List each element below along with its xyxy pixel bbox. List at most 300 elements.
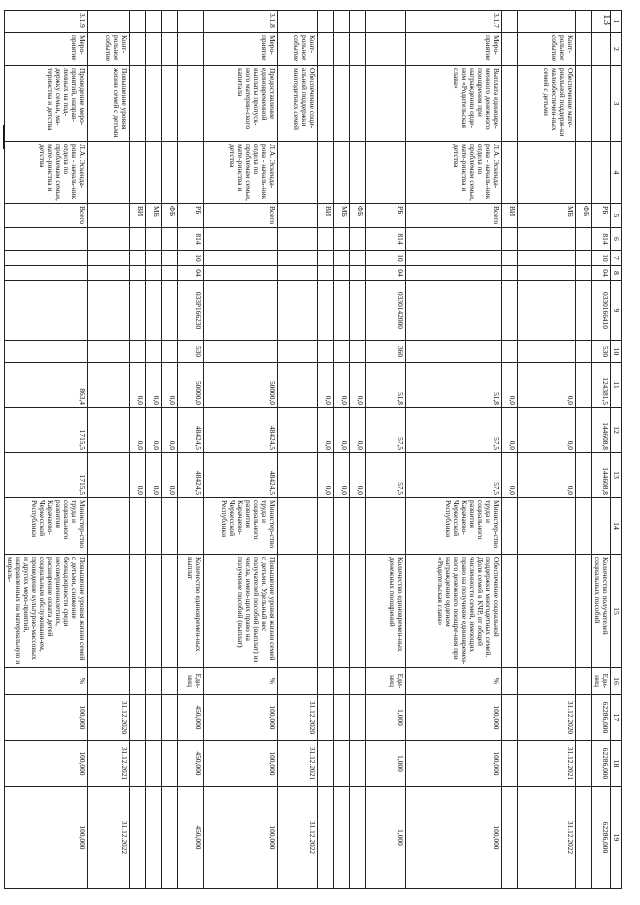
column-number-header: 3 bbox=[610, 66, 621, 142]
table-cell: ФБ bbox=[349, 204, 365, 228]
table-cell bbox=[317, 498, 333, 555]
table-cell: Министер-ство труда и социального развития Карачаево-Черкесской Республики bbox=[405, 498, 501, 555]
table-cell: 04 bbox=[177, 266, 203, 281]
table-cell: 57,5 bbox=[405, 453, 501, 498]
table-cell bbox=[277, 453, 317, 498]
table-cell bbox=[4, 341, 87, 363]
table-cell: 0,0 bbox=[317, 453, 333, 498]
table-cell bbox=[161, 555, 177, 668]
table-cell: Количество единовремен-ных денежных поощрений bbox=[365, 555, 405, 668]
table-cell: 814 bbox=[591, 228, 610, 251]
table-cell bbox=[4, 266, 87, 281]
table-cell: 1715,5 bbox=[4, 453, 87, 498]
table-cell: ФБ bbox=[161, 204, 177, 228]
table-cell: Всего bbox=[4, 204, 87, 228]
column-number-header: 5 bbox=[610, 204, 621, 228]
column-number-header: 2 bbox=[610, 33, 621, 66]
table-cell: 100,000 bbox=[4, 695, 87, 741]
table-cell: 100,000 bbox=[4, 741, 87, 787]
table-cell bbox=[575, 363, 591, 408]
table-cell: Повышение уровня жизни семей с детьми. Удельный вес получателей пособий (выплат) из числа, имею-щих право на получение пособий (выплат) bbox=[203, 555, 277, 668]
table-cell: % bbox=[405, 668, 501, 695]
table-cell bbox=[517, 668, 575, 695]
table-cell bbox=[203, 251, 277, 266]
table-cell bbox=[501, 741, 517, 787]
table-cell bbox=[333, 33, 349, 66]
table-row bbox=[4, 11, 87, 889]
table-cell: 51,8 bbox=[405, 363, 501, 408]
column-number-header: 7 bbox=[610, 251, 621, 266]
table-cell bbox=[161, 741, 177, 787]
table-cell: ФБ bbox=[575, 204, 591, 228]
table-cell bbox=[87, 341, 129, 363]
column-number-header: 17 bbox=[610, 695, 621, 741]
table-cell bbox=[4, 281, 87, 341]
table-cell bbox=[277, 266, 317, 281]
table-cell: 04 bbox=[365, 266, 405, 281]
table-row bbox=[161, 11, 177, 889]
table-cell bbox=[87, 228, 129, 251]
table-cell bbox=[333, 142, 349, 204]
table-row bbox=[365, 11, 405, 889]
table-cell bbox=[4, 228, 87, 251]
table-cell: 48424,5 bbox=[177, 408, 203, 453]
table-cell bbox=[203, 266, 277, 281]
table-cell: 0,0 bbox=[129, 453, 145, 498]
table-cell: % bbox=[203, 668, 277, 695]
table-cell bbox=[575, 281, 591, 341]
table-cell bbox=[161, 281, 177, 341]
table-cell: 31.12.2022 bbox=[517, 787, 575, 889]
table-cell: 3.1.7 bbox=[405, 11, 501, 33]
table-cell: 0,0 bbox=[333, 453, 349, 498]
table-cell: Еди-ниц bbox=[365, 668, 405, 695]
table-cell bbox=[349, 142, 365, 204]
table-cell bbox=[145, 142, 161, 204]
table-cell: Выплата единовре-менного денежного поощрения при награждении орде-ном «Родительская слава» bbox=[405, 66, 501, 142]
table-cell bbox=[161, 66, 177, 142]
table-cell: 100,000 bbox=[405, 741, 501, 787]
table-cell: 033Р166230 bbox=[177, 281, 203, 341]
table-cell bbox=[161, 266, 177, 281]
table-cell: 3.1.9 bbox=[4, 11, 87, 33]
table-cell bbox=[145, 11, 161, 33]
column-number-header: 9 bbox=[610, 281, 621, 341]
table-cell: 0,0 bbox=[517, 453, 575, 498]
table-cell bbox=[277, 668, 317, 695]
table-cell: 31.12.2020 bbox=[277, 695, 317, 741]
table-cell bbox=[177, 142, 203, 204]
table-cell: 144608,8 bbox=[591, 453, 610, 498]
table-cell bbox=[591, 498, 610, 555]
table-cell bbox=[517, 251, 575, 266]
table-cell: 1,000 bbox=[365, 695, 405, 741]
table-row bbox=[575, 11, 591, 889]
table-cell bbox=[87, 363, 129, 408]
table-cell: 100,000 bbox=[203, 741, 277, 787]
table-cell: 0,0 bbox=[501, 408, 517, 453]
table-cell: 0,0 bbox=[145, 363, 161, 408]
table-cell: 10 bbox=[177, 251, 203, 266]
table-cell bbox=[591, 142, 610, 204]
table-cell bbox=[575, 695, 591, 741]
table-row bbox=[349, 11, 365, 889]
table-cell bbox=[277, 341, 317, 363]
table-cell bbox=[349, 281, 365, 341]
table-cell: 0,0 bbox=[145, 408, 161, 453]
table-cell: 814 bbox=[177, 228, 203, 251]
table-cell: 10 bbox=[591, 251, 610, 266]
table-cell bbox=[129, 33, 145, 66]
table-cell: 0,0 bbox=[517, 363, 575, 408]
table-cell bbox=[405, 266, 501, 281]
table-cell bbox=[575, 408, 591, 453]
table-cell: 100,000 bbox=[203, 695, 277, 741]
table-cell bbox=[517, 555, 575, 668]
table-cell: % bbox=[4, 668, 87, 695]
table-cell: 62286,000 bbox=[591, 695, 610, 741]
table-cell: 31.12.2021 bbox=[87, 741, 129, 787]
table-cell: 3.1.8 bbox=[203, 11, 277, 33]
table-cell bbox=[333, 341, 349, 363]
table-cell: 0,0 bbox=[129, 408, 145, 453]
table-cell bbox=[365, 142, 405, 204]
table-cell bbox=[317, 341, 333, 363]
table-cell: 31.12.2022 bbox=[277, 787, 317, 889]
table-row bbox=[145, 11, 161, 889]
program-measures-table bbox=[4, 10, 622, 889]
table-cell: Л.А. Эскенда-рова - началь-ник отдела по проблемам семьи, мате-ринства и детства bbox=[203, 142, 277, 204]
table-row bbox=[333, 11, 349, 889]
table-cell bbox=[501, 251, 517, 266]
table-cell bbox=[575, 228, 591, 251]
table-cell: Предоставление единовременной выплаты пропуск-ного материн-ского капитала bbox=[203, 66, 277, 142]
table-cell bbox=[129, 281, 145, 341]
table-cell bbox=[317, 695, 333, 741]
table-cell: 57,5 bbox=[405, 408, 501, 453]
table-cell: 48424,5 bbox=[203, 408, 277, 453]
table-cell bbox=[575, 341, 591, 363]
table-cell bbox=[501, 555, 517, 668]
table-cell bbox=[203, 281, 277, 341]
table-cell bbox=[129, 11, 145, 33]
table-cell: Конт-рольное событие bbox=[87, 33, 129, 66]
table-cell bbox=[277, 281, 317, 341]
table-cell bbox=[87, 251, 129, 266]
table-cell bbox=[349, 11, 365, 33]
table-cell bbox=[349, 66, 365, 142]
table-cell bbox=[349, 228, 365, 251]
table-cell bbox=[501, 142, 517, 204]
table-cell: РБ bbox=[365, 204, 405, 228]
table-cell: 0,0 bbox=[129, 363, 145, 408]
table-cell bbox=[591, 33, 610, 66]
table-cell bbox=[129, 741, 145, 787]
table-cell: Меро-приятие bbox=[4, 33, 87, 66]
table-cell bbox=[145, 695, 161, 741]
table-cell: Повышение уровня жизни семей с детьми bbox=[87, 66, 129, 142]
table-cell bbox=[203, 228, 277, 251]
table-cell bbox=[575, 741, 591, 787]
table-cell: 10 bbox=[365, 251, 405, 266]
table-cell bbox=[349, 741, 365, 787]
table-cell: 100,000 bbox=[4, 787, 87, 889]
table-cell bbox=[87, 266, 129, 281]
table-cell bbox=[405, 228, 501, 251]
table-cell bbox=[129, 142, 145, 204]
column-number-header: 19 bbox=[610, 787, 621, 889]
table-cell bbox=[501, 66, 517, 142]
table-cell: 0,0 bbox=[349, 408, 365, 453]
table-cell bbox=[575, 66, 591, 142]
table-cell: Количество единовремен-ных выплат bbox=[177, 555, 203, 668]
table-cell: РБ bbox=[591, 204, 610, 228]
table-cell bbox=[277, 498, 317, 555]
table-cell bbox=[129, 555, 145, 668]
table-cell: МБ bbox=[145, 204, 161, 228]
table-cell: 1715,5 bbox=[4, 408, 87, 453]
table-cell bbox=[87, 142, 129, 204]
table-cell: 0,0 bbox=[349, 453, 365, 498]
table-cell: 0,0 bbox=[161, 453, 177, 498]
table-cell bbox=[517, 281, 575, 341]
table-cell: Меро-приятие bbox=[203, 33, 277, 66]
table-row bbox=[501, 11, 517, 889]
column-number-header: 10 bbox=[610, 341, 621, 363]
table-cell bbox=[161, 228, 177, 251]
table-cell bbox=[349, 555, 365, 668]
table-cell bbox=[501, 498, 517, 555]
table-cell bbox=[145, 668, 161, 695]
table-cell bbox=[517, 498, 575, 555]
table-cell bbox=[277, 408, 317, 453]
table-cell bbox=[177, 498, 203, 555]
table-cell: 0,0 bbox=[517, 408, 575, 453]
table-cell: 124381,5 bbox=[591, 363, 610, 408]
table-cell: 0,0 bbox=[145, 453, 161, 498]
table-cell bbox=[317, 668, 333, 695]
table-cell: 0,0 bbox=[501, 363, 517, 408]
table-cell bbox=[365, 11, 405, 33]
table-cell: Конт-рольное событие bbox=[277, 33, 317, 66]
table-cell: 1,000 bbox=[365, 787, 405, 889]
table-cell bbox=[161, 668, 177, 695]
table-row bbox=[591, 11, 610, 889]
table-cell: Проведение меро-приятий, направ-ленных на под-держку семьи, ма-теринства и детства bbox=[4, 66, 87, 142]
table-cell: 57,5 bbox=[365, 408, 405, 453]
table-cell bbox=[349, 695, 365, 741]
table-cell bbox=[277, 204, 317, 228]
column-number-header: 16 bbox=[610, 668, 621, 695]
table-cell: 31.12.2020 bbox=[517, 695, 575, 741]
table-cell: 31.12.2021 bbox=[277, 741, 317, 787]
table-cell bbox=[277, 11, 317, 33]
table-cell bbox=[145, 66, 161, 142]
table-cell: Обеспечение социальной поддержки многодетных семей. Доля семей в КЧР, от общей численности семей, имеющих право на получение единовремен-ного денежного поощре-ния при награждении орденом «Родительская слава» bbox=[405, 555, 501, 668]
table-cell: 0330142000 bbox=[365, 281, 405, 341]
table-cell bbox=[575, 498, 591, 555]
table-cell bbox=[333, 498, 349, 555]
table-cell bbox=[161, 341, 177, 363]
table-cell: 0,0 bbox=[333, 363, 349, 408]
table-cell bbox=[317, 741, 333, 787]
table-cell bbox=[277, 228, 317, 251]
table-cell bbox=[4, 251, 87, 266]
table-cell bbox=[145, 741, 161, 787]
table-cell bbox=[145, 555, 161, 668]
table-cell bbox=[333, 555, 349, 668]
table-cell bbox=[349, 266, 365, 281]
table-cell bbox=[161, 498, 177, 555]
table-cell bbox=[87, 668, 129, 695]
table-cell bbox=[203, 341, 277, 363]
column-number-header: 6 bbox=[610, 228, 621, 251]
table-cell: 62286,000 bbox=[591, 741, 610, 787]
table-cell bbox=[517, 11, 575, 33]
table-cell bbox=[517, 228, 575, 251]
table-cell bbox=[277, 363, 317, 408]
table-cell bbox=[87, 11, 129, 33]
table-cell bbox=[501, 33, 517, 66]
table-cell bbox=[591, 66, 610, 142]
table-cell bbox=[333, 787, 349, 889]
column-number-header: 8 bbox=[610, 266, 621, 281]
table-cell: Министер-ство труда и социального развития Карачаево-Черкесской Республики bbox=[203, 498, 277, 555]
table-cell: 814 bbox=[365, 228, 405, 251]
table-cell bbox=[129, 266, 145, 281]
table-cell: 450,000 bbox=[177, 695, 203, 741]
table-cell bbox=[161, 11, 177, 33]
table-cell bbox=[349, 251, 365, 266]
table-cell bbox=[501, 341, 517, 363]
table-cell bbox=[129, 228, 145, 251]
column-number-header: 15 bbox=[610, 555, 621, 668]
table-cell bbox=[87, 408, 129, 453]
table-cell: Всего bbox=[405, 204, 501, 228]
table-cell: 450,000 bbox=[177, 741, 203, 787]
table-cell: Количество получателей социальных пособий bbox=[591, 555, 610, 668]
table-row bbox=[87, 11, 129, 889]
table-cell bbox=[277, 142, 317, 204]
table-cell bbox=[575, 11, 591, 33]
table-cell bbox=[349, 33, 365, 66]
table-cell: Л.А. Эскенда-рова - началь-ник отдела по проблемам семьи, мате-ринства и детства bbox=[4, 142, 87, 204]
table-cell bbox=[129, 787, 145, 889]
table-cell bbox=[517, 142, 575, 204]
table-cell bbox=[501, 695, 517, 741]
table-cell bbox=[575, 453, 591, 498]
table-cell bbox=[517, 341, 575, 363]
table-cell bbox=[575, 251, 591, 266]
table-cell: 0,0 bbox=[501, 453, 517, 498]
table-cell: 100,000 bbox=[405, 787, 501, 889]
table-cell bbox=[333, 668, 349, 695]
column-number-header: 11 bbox=[610, 363, 621, 408]
table-cell bbox=[87, 498, 129, 555]
table-cell: Конт-рольное событие bbox=[517, 33, 575, 66]
table-cell bbox=[333, 11, 349, 33]
table-cell: Л.А. Эскенда-рова - началь-ник отдела по проблемам семьи, мате-ринства и детства bbox=[405, 142, 501, 204]
table-row bbox=[277, 11, 317, 889]
table-cell bbox=[317, 555, 333, 668]
table-cell: 1,000 bbox=[365, 741, 405, 787]
table-cell bbox=[501, 228, 517, 251]
table-cell: Всего bbox=[203, 204, 277, 228]
table-cell bbox=[333, 66, 349, 142]
table-cell bbox=[277, 555, 317, 668]
table-row bbox=[129, 11, 145, 889]
table-cell bbox=[145, 787, 161, 889]
column-number-header: 1 bbox=[610, 11, 621, 33]
table-cell bbox=[333, 266, 349, 281]
table-cell bbox=[501, 668, 517, 695]
table-cell: 04 bbox=[591, 266, 610, 281]
table-cell bbox=[501, 266, 517, 281]
column-number-header: 12 bbox=[610, 408, 621, 453]
table-cell bbox=[129, 66, 145, 142]
table-cell: ВИ bbox=[501, 204, 517, 228]
table-cell bbox=[501, 11, 517, 33]
table-cell bbox=[365, 498, 405, 555]
table-cell: 62286,000 bbox=[591, 787, 610, 889]
table-cell: 0,0 bbox=[317, 363, 333, 408]
table-cell: 360 bbox=[365, 341, 405, 363]
table-row bbox=[177, 11, 203, 889]
table-cell: Министер-ство труда и социального развития Карачаево-Черкесской Республики bbox=[4, 498, 87, 555]
table-cell: ВИ bbox=[317, 204, 333, 228]
table-cell: 100,000 bbox=[203, 787, 277, 889]
table-cell: Обеспечение соци-альной поддержки многодетных семей bbox=[277, 66, 317, 142]
table-cell: 863,4 bbox=[4, 363, 87, 408]
table-cell: 0330166410 bbox=[591, 281, 610, 341]
table-cell: 51,8 bbox=[365, 363, 405, 408]
table-cell: Меро-приятие bbox=[405, 33, 501, 66]
table-cell bbox=[317, 281, 333, 341]
table-cell bbox=[145, 33, 161, 66]
table-cell bbox=[145, 251, 161, 266]
table-cell bbox=[161, 787, 177, 889]
table-cell bbox=[145, 498, 161, 555]
table-cell bbox=[501, 787, 517, 889]
table-row bbox=[517, 11, 575, 889]
page-number: 13 bbox=[601, 14, 613, 25]
table-cell bbox=[317, 11, 333, 33]
table-cell bbox=[333, 251, 349, 266]
table-cell bbox=[87, 204, 129, 228]
column-number-header: 18 bbox=[610, 741, 621, 787]
table-cell bbox=[87, 555, 129, 668]
table-cell: 144608,8 bbox=[591, 408, 610, 453]
table-cell bbox=[333, 228, 349, 251]
table-cell: 530 bbox=[591, 341, 610, 363]
table-cell bbox=[575, 266, 591, 281]
table-cell: 0,0 bbox=[317, 408, 333, 453]
table-cell: 50000,0 bbox=[203, 363, 277, 408]
table-cell bbox=[575, 555, 591, 668]
table-cell: 0,0 bbox=[333, 408, 349, 453]
table-cell: Повышение уровня жизни семей с детьми, снижение безнадзорности среди несовершеннолетних, расширение охвата детей социальным обслуживани-ем, проведение культурно-массовых и других меро-приятий, направленных на материальную и мораль- bbox=[4, 555, 87, 668]
table-cell: 57,5 bbox=[365, 453, 405, 498]
table-cell bbox=[129, 251, 145, 266]
table-cell bbox=[317, 33, 333, 66]
table-container bbox=[5, 10, 622, 888]
table-cell bbox=[145, 228, 161, 251]
table-cell bbox=[129, 341, 145, 363]
table-row bbox=[203, 11, 277, 889]
table-cell: 48424,5 bbox=[177, 453, 203, 498]
table-cell bbox=[317, 251, 333, 266]
table-cell: 31.12.2022 bbox=[87, 787, 129, 889]
